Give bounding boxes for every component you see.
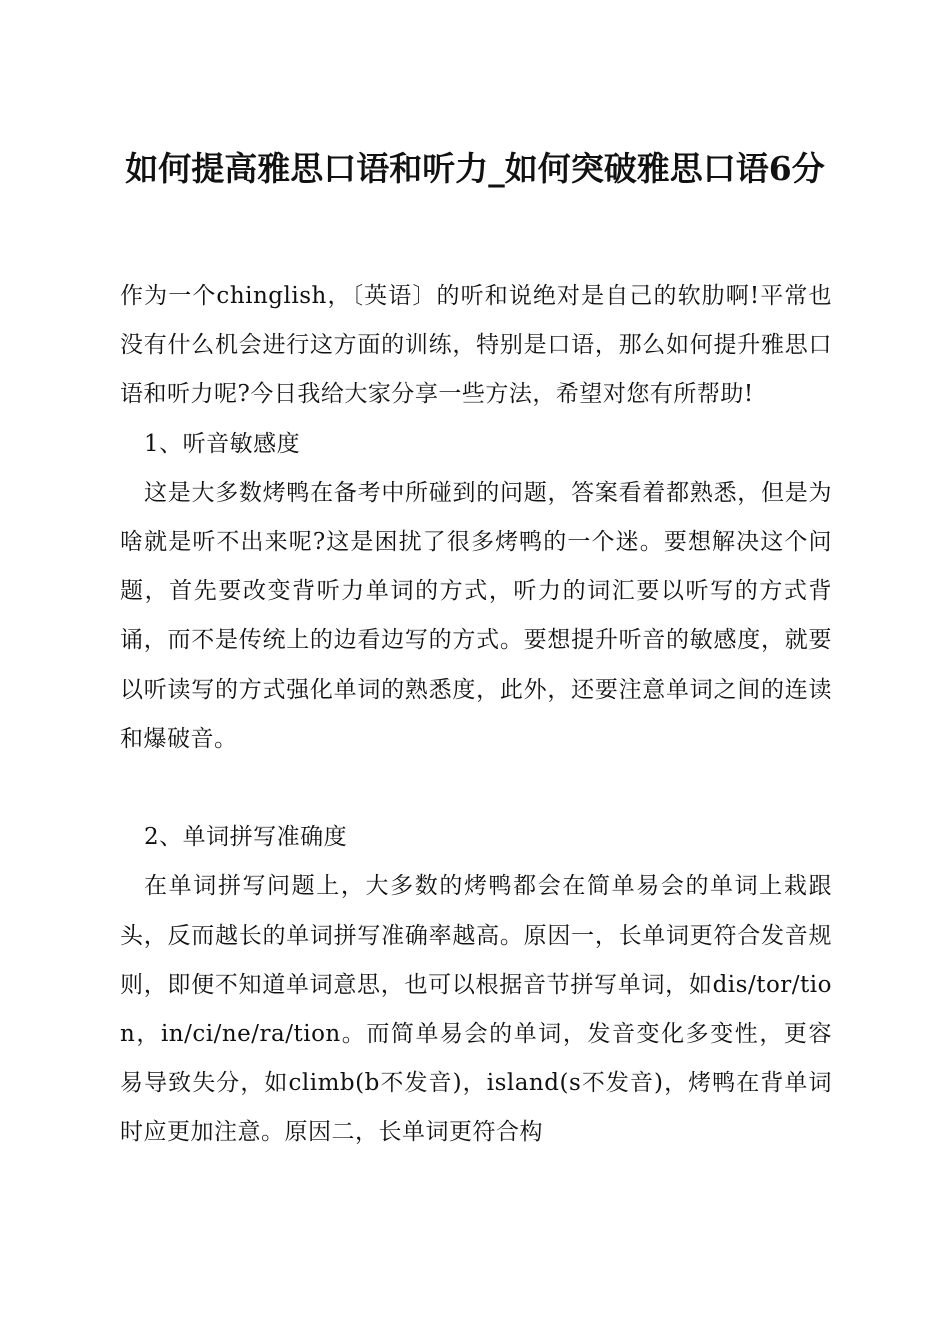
document-title: 如何提高雅思口语和听力_如何突破雅思口语6分 — [125, 149, 825, 188]
section-paragraph-2: 在单词拼写问题上，大多数的烤鸭都会在简单易会的单词上栽跟头，反而越长的单词拼写准确率越高。原因一，长单词更符合发音规则，即便不知道单词意思，也可以根据音节拼写单词，如dis/tor/tion，in/ci/ne/ra/tion。而简单易会的单词，发音变化多变性，更容易导致失分，如climb(b不发音)，island(s不发音)，烤鸭在背单词时应更加注意。原因二，长单词更符合构 — [120, 873, 832, 1146]
paragraph-spacer — [120, 764, 832, 813]
section-heading-2: 2、单词拼写准确度 — [144, 824, 348, 851]
intro-paragraph: 作为一个chinglish，〔英语〕的听和说绝对是自己的软肋啊!平常也没有什么机会进行这方面的训练，特别是口语，那么如何提升雅思口语和听力呢?今日我给大家分享一些方法，希望对您有所帮助! — [120, 283, 832, 408]
section-paragraph-1: 这是大多数烤鸭在备考中所碰到的问题，答案看着都熟悉，但是为啥就是听不出来呢?这是困扰了很多烤鸭的一个迷。要想解决这个问题，首先要改变背听力单词的方式，听力的词汇要以听写的方式背诵，而不是传统上的边看边写的方式。要想提升听音的敏感度，就要以听读写的方式强化单词的熟悉度，此外，还要注意单词之间的连读和爆破音。 — [120, 479, 832, 752]
document-body — [120, 272, 832, 1158]
section-heading-1: 1、听音敏感度 — [144, 430, 301, 457]
